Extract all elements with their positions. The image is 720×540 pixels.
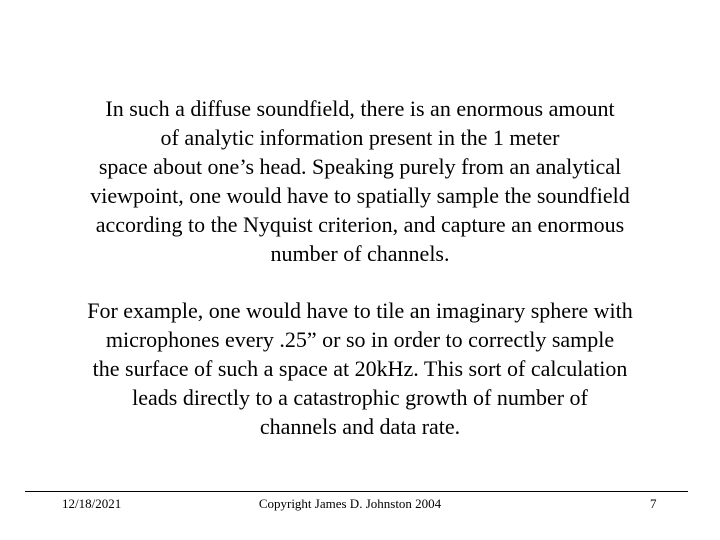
text-line: channels and data rate. bbox=[259, 414, 461, 439]
text-line: according to the Nyquist criterion, and capture an enormous bbox=[95, 212, 625, 237]
text-line: the surface of such a space at 20kHz. This sort of calculation bbox=[92, 356, 628, 381]
footer-copyright: Copyright James D. Johnston 2004 bbox=[258, 496, 442, 511]
text-line: viewpoint, one would have to spatially sample the soundfield bbox=[90, 183, 630, 208]
text-line: space about one’s head. Speaking purely from an analytical bbox=[98, 154, 622, 179]
text-line: microphones every .25” or so in order to correctly sample bbox=[105, 327, 615, 352]
footer-date: 12/18/2021 bbox=[62, 496, 122, 511]
text-line: In such a diffuse soundfield, there is an enormous amount bbox=[105, 96, 615, 121]
text-line: For example, one would have to tile an imaginary sphere with bbox=[87, 298, 633, 323]
paragraph-diffuse-soundfield bbox=[0, 94, 720, 268]
text-line: of analytic information present in the 1 meter bbox=[160, 125, 560, 150]
text-line: number of channels. bbox=[270, 241, 450, 266]
text-line: leads directly to a catastrophic growth of number of bbox=[132, 385, 588, 410]
paragraph-example bbox=[0, 296, 720, 441]
footer-divider bbox=[25, 491, 688, 492]
footer-page-number: 7 bbox=[650, 496, 657, 511]
